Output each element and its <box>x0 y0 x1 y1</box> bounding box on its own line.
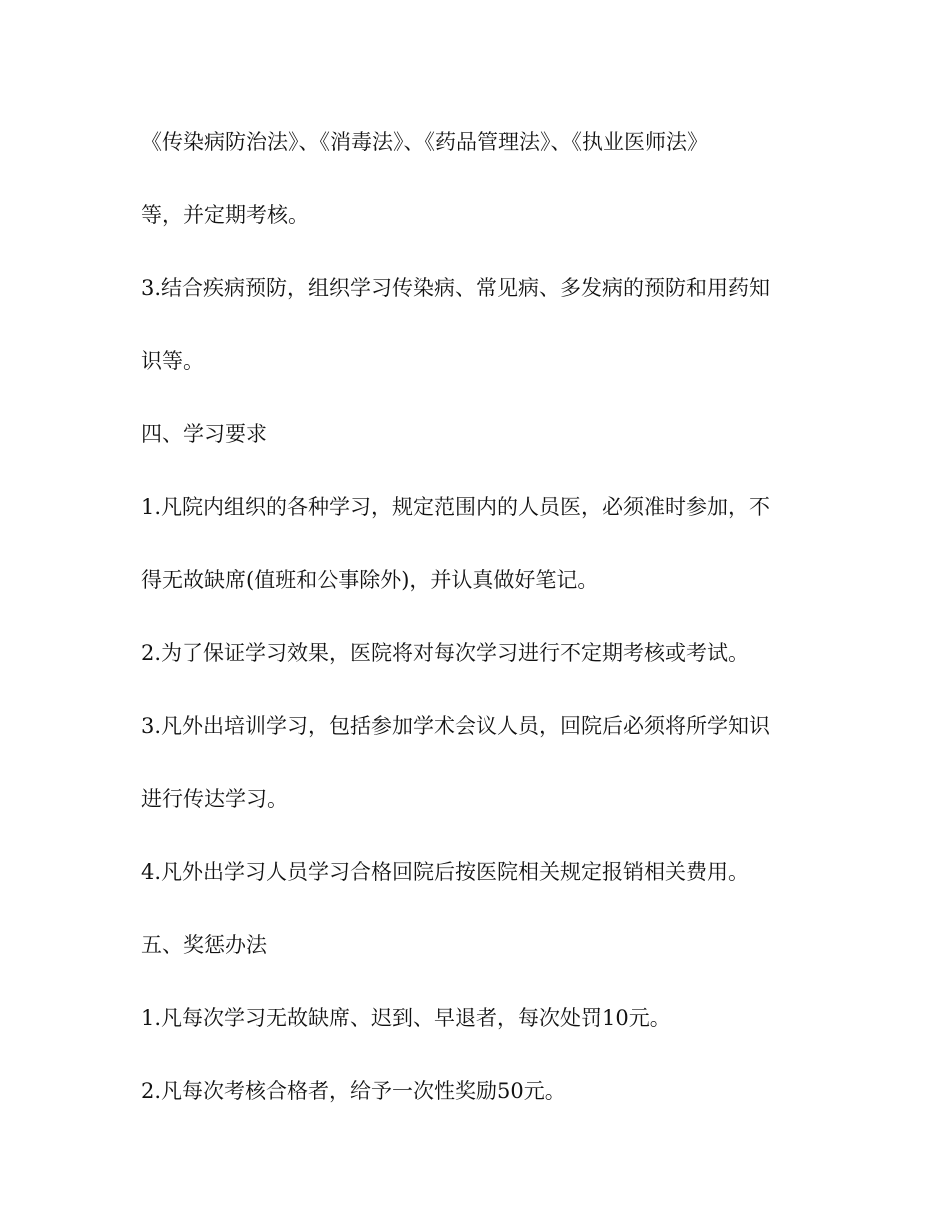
paragraph-line: 等，并定期考核。 <box>141 203 309 227</box>
paragraph-line: 《传染病防治法》、《消毒法》、《药品管理法》、《执业医师法》 <box>141 130 708 154</box>
document-body <box>141 123 801 1145</box>
section-heading: 四、学习要求 <box>141 422 267 446</box>
section-heading: 五、奖惩办法 <box>141 933 267 957</box>
paragraph-line: 3.凡外出培训学习，包括参加学术会议人员，回院后必须将所学知识 <box>141 714 771 738</box>
paragraph-line: 2.凡每次考核合格者，给予一次性奖励50元。 <box>141 1079 566 1103</box>
paragraph-line: 得无故缺席(值班和公事除外)，并认真做好笔记。 <box>141 568 599 592</box>
paragraph-line: 4.凡外出学习人员学习合格回院后按医院相关规定报销相关费用。 <box>141 860 750 884</box>
paragraph-line: 1.凡院内组织的各种学习，规定范围内的人员医，必须准时参加，不 <box>141 495 771 519</box>
paragraph-line: 1.凡每次学习无故缺席、迟到、早退者，每次处罚10元。 <box>141 1006 671 1030</box>
paragraph-line: 进行传达学习。 <box>141 787 288 811</box>
paragraph-line: 2.为了保证学习效果，医院将对每次学习进行不定期考核或考试。 <box>141 641 750 665</box>
paragraph-line: 识等。 <box>141 349 204 373</box>
paragraph-line: 3.结合疾病预防，组织学习传染病、常见病、多发病的预防和用药知 <box>141 276 771 300</box>
